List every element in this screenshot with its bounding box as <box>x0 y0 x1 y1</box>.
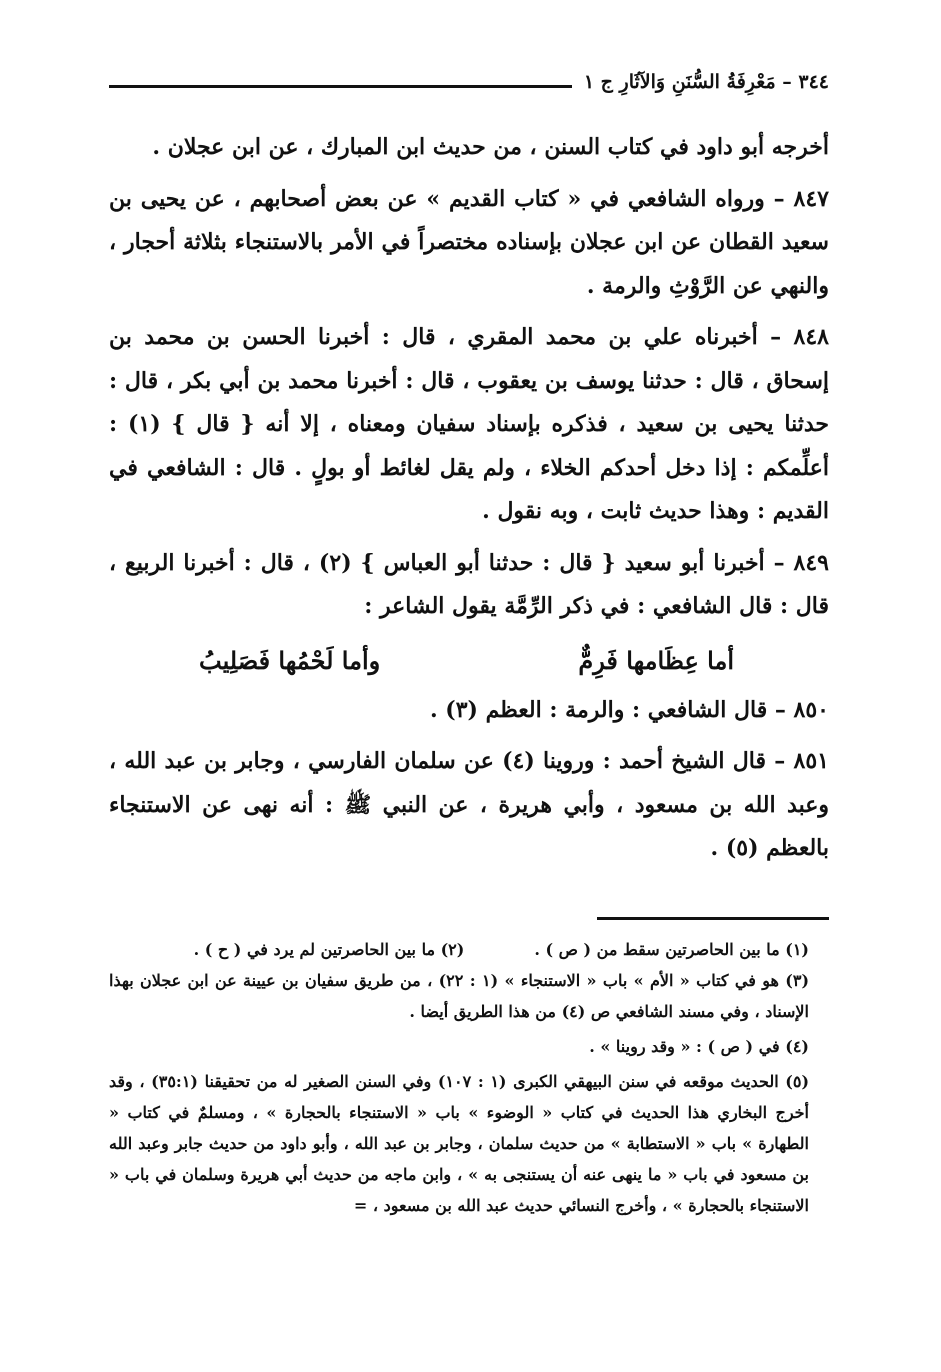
paragraph-850: ٨٥٠ – قال الشافعي : والرمة : العظم (٣) . <box>429 696 829 723</box>
footnote-separator <box>597 917 829 920</box>
paragraph-849: ٨٤٩ – أخبرنا أبو سعيد { قال : حدثنا أبو العباس } (٢) ، قال : أخبرنا الربيع ، قال : قال الشافعي : في ذكر الرِّمَّة يقول الشاعر : <box>109 549 829 619</box>
header-rule <box>109 85 572 88</box>
footnote-2: (٢) ما بين الحاصرتين لم يرد في ( ح ) . <box>193 940 465 959</box>
footnote-4: (٤) في ( ص ) : « وقد روينا » . <box>589 1037 809 1056</box>
footnote-row <box>109 934 829 965</box>
page-title: ٣٤٤ – مَعْرِفَةُ السُّنَنِ وَالآثَارِ ج ١ <box>583 71 829 93</box>
footnote-5: (٥) الحديث موقعه في سنن البيهقي الكبرى (١ : ١٠٧) وفي السنن الصغير له من تحقيقنا (٣٥:١) ، وقد أخرج البخاري هذا الحديث في كتاب « الوضوء » باب « الاستنجاء بالحجارة » ، ومسلمٌ في كتاب « الطهارة » باب « الاستطابة » من حديث سلمان ، وجابر بن عبد الله ، وأبو داود من حديث جابر وعبد الله بن مسعود في باب « ما ينهى عنه أن يستنجى به » ، وابن ماجه من حديث أبي هريرة وسلمان في باب « الاستنجاء بالحجارة » ، وأخرج النسائي حديث عبد الله بن مسعود ، = <box>109 1072 810 1215</box>
paragraph: أخرجه أبو داود في كتاب السنن ، من حديث ابن المبارك ، عن ابن عجلان . <box>152 134 829 160</box>
footnotes <box>109 934 829 1225</box>
verse-first-hemistich: أما عِظَامها فَرِمٌّ <box>578 645 734 675</box>
main-text <box>109 126 829 879</box>
paragraph-848: ٨٤٨ – أخبرناه علي بن محمد المقري ، قال : أخبرنا الحسن بن محمد بن إسحاق ، قال : حدثنا يوسف بن يعقوب ، قال : أخبرنا محمد بن أبي بكر ، قال : حدثنا يحيى بن سعيد ، فذكره بإسناد سفيان ومعناه ، إلا أنه { قال } (١) : أعلِّمكم : إذا دخل أحدكم الخلاء ، ولم يقل لغائط أو بولٍ . قال : الشافعي في القديم : وهذا حديث ثابت ، وبه نقول . <box>109 324 829 524</box>
running-header <box>109 62 829 102</box>
footnote-1: (١) ما بين الحاصرتين سقط من ( ص ) . <box>534 940 809 959</box>
footnote-3: (٣) هو في كتاب « الأم » باب « الاستنجاء » (١ : ٢٢) ، من طريق سفيان بن عيينة عن ابن عجلان بهذا الإسناد ، وفي مسند الشافعي ص (٤) من هذا الطريق أيضا . <box>109 971 810 1021</box>
verse-second-hemistich: وأما لَحْمُها فَصَلِيبُ <box>199 645 381 675</box>
paragraph-851: ٨٥١ – قال الشيخ أحمد : وروينا (٤) عن سلمان الفارسي ، وجابر بن عبد الله ، وعبد الله بن مسعود ، وأبي هريرة ، عن النبي ﷺ : أنه نهى عن الاستنجاء بالعظم (٥) . <box>109 748 829 861</box>
poetry-verse <box>109 637 829 685</box>
paragraph-847: ٨٤٧ – ورواه الشافعي في « كتاب القديم » عن بعض أصحابهم ، عن يحيى بن سعيد القطان عن ابن عجلان بإسناده مختصراً في الأمر بالاستنجاء بثلاثة أحجار ، والنهي عن الرَّوْثِ والرمة . <box>109 185 829 299</box>
